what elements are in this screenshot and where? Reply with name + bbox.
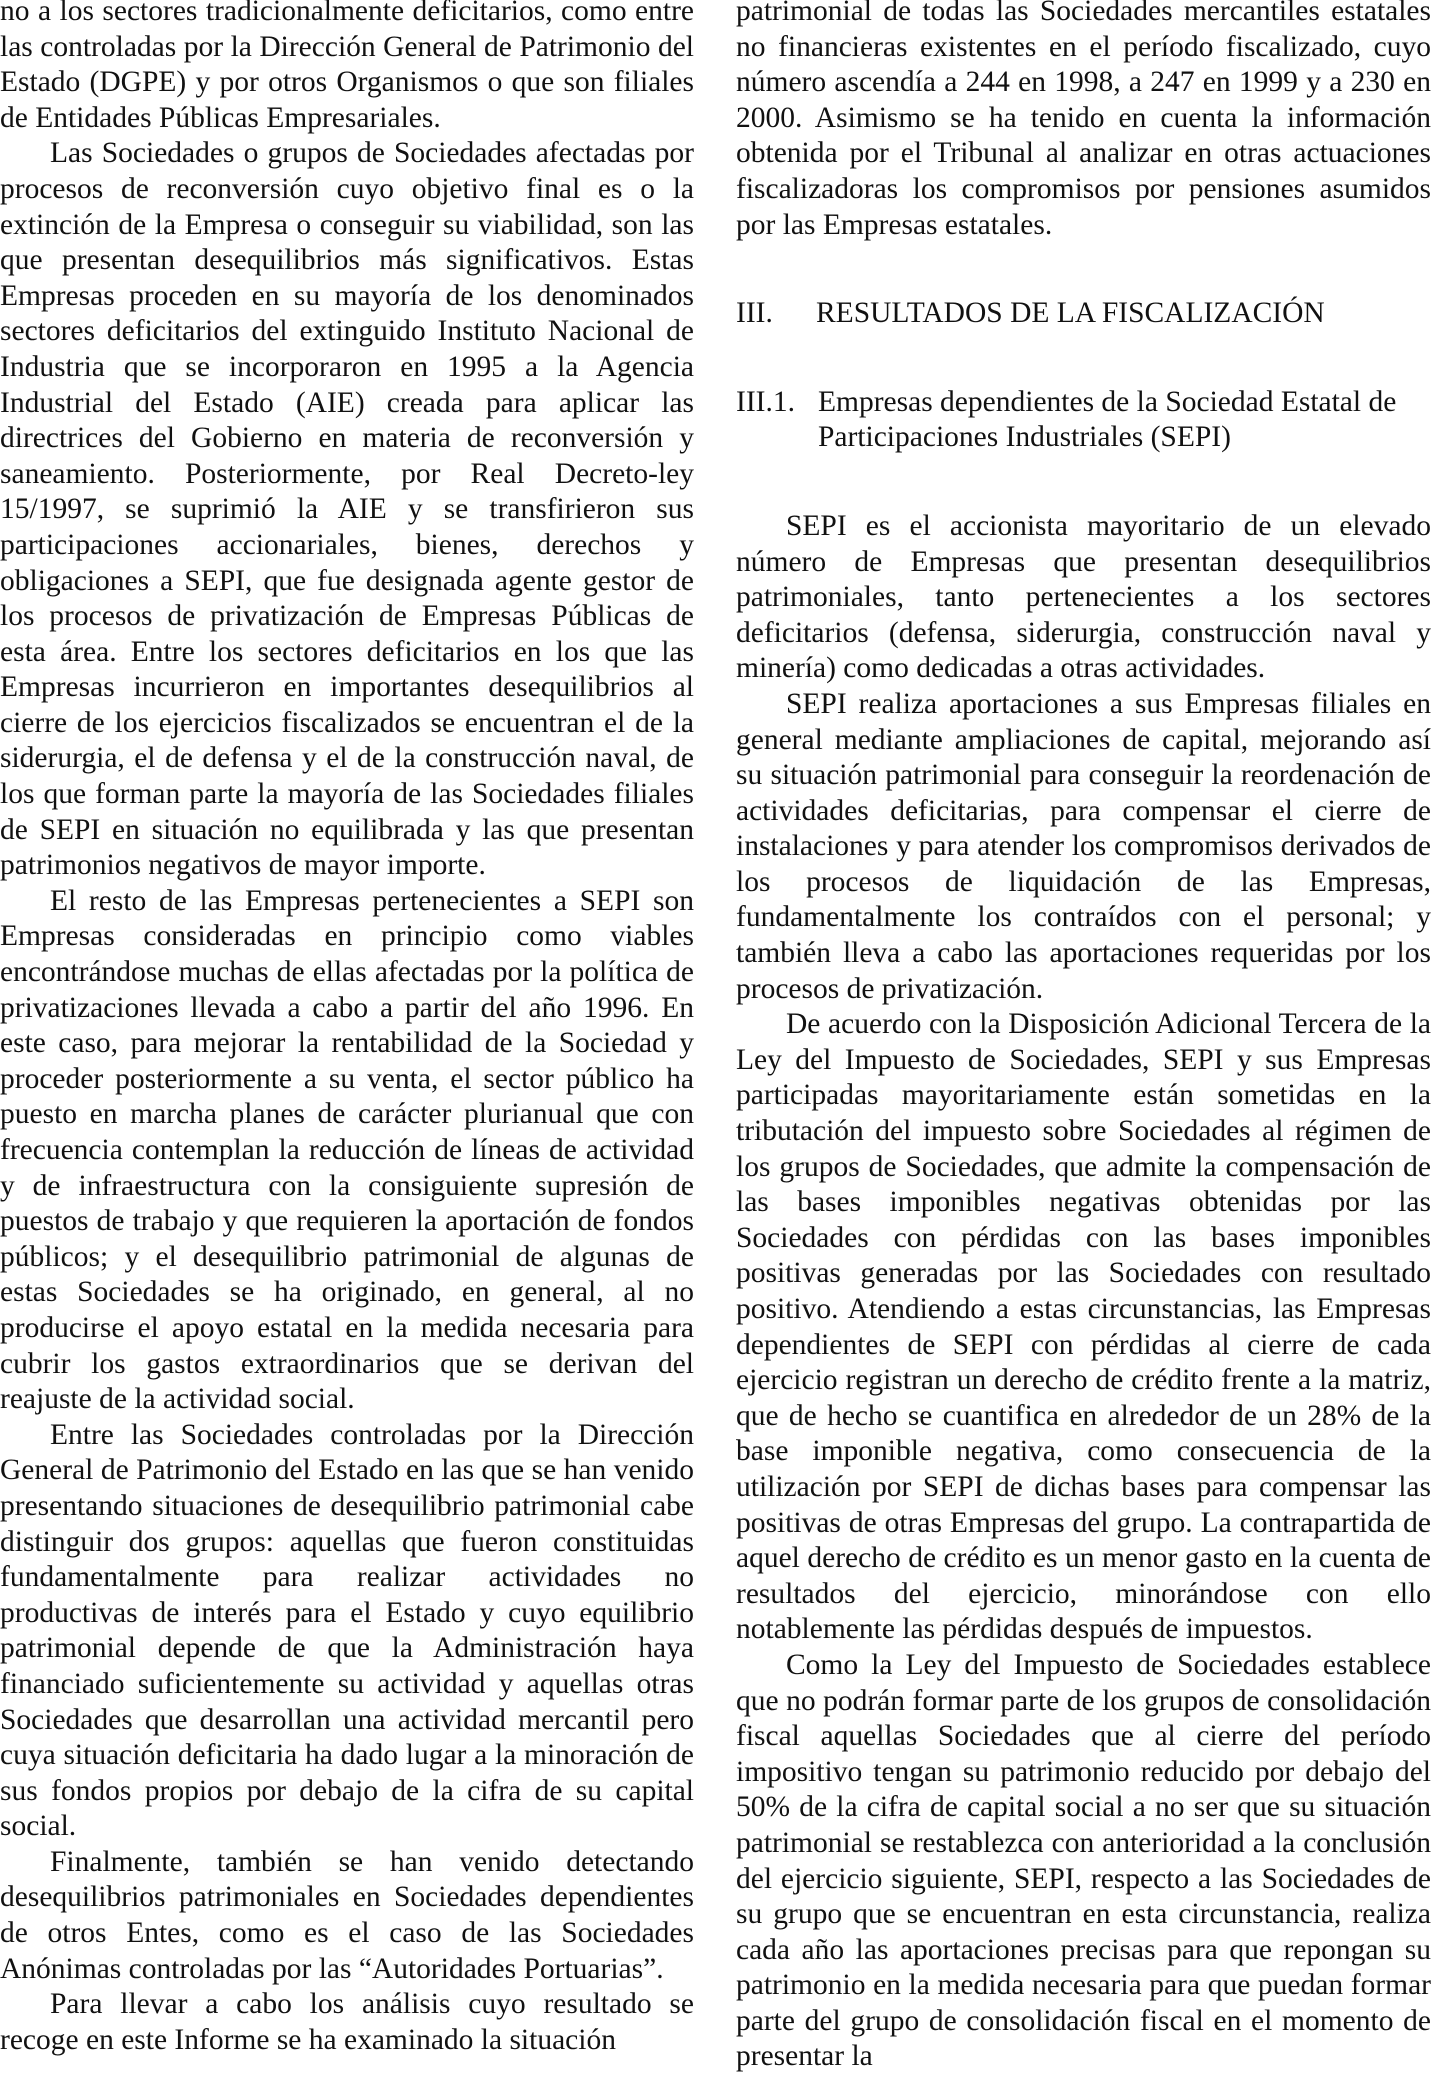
- spacer: [736, 332, 1431, 385]
- spacer: [736, 243, 1431, 296]
- paragraph: SEPI realiza aportaciones a sus Empresas filiales en general mediante ampliaciones de capital, mejorando así su situación patrimonial para conseguir la reordenación de actividades deficitarias, para compensar el cierre de instalaciones y para atender los compromisos derivados de los procesos de liquidación de las Empresas, fundamentalmente los contraídos con el personal; y también lleva a cabo las aportaciones requeridas por los procesos de privatización.: [736, 687, 1431, 1005]
- subsection-number: III.1.: [736, 385, 795, 418]
- paragraph: Finalmente, también se han venido detectando desequilibrios patrimoniales en Sociedades dependientes de otros Entes, como es el caso de las Sociedades Anónimas controladas por las “Autoridades Portuarias”.: [0, 1845, 694, 1985]
- section-number: III.: [736, 297, 773, 330]
- paragraph: SEPI es el accionista mayoritario de un elevado número de Empresas que presentan desequilibrios patrimoniales, tanto pertenecientes a los sectores deficitarios (defensa, siderurgia, construcción naval y minería) como dedicadas a otras actividades.: [736, 509, 1431, 685]
- subsection-heading: [736, 385, 1431, 456]
- paragraph: no a los sectores tradicionalmente deficitarios, como entre las controladas por la Dirección General de Patrimonio del Estado (DGPE) y por otros Organismos o que son filiales de Entidades Públicas Empresariales.: [0, 0, 694, 134]
- paragraph: Las Sociedades o grupos de Sociedades afectadas por procesos de reconversión cuyo objetivo final es o la extinción de la Empresa o conseguir su viabilidad, son las que presentan desequilibrios más significativos. Estas Empresas proceden en su mayoría de los denominados sectores deficitarios del extinguido Instituto Nacional de Industria que se incorporaron en 1995 a la Agencia Industrial del Estado (AIE) creada para aplicar las directrices del Gobierno en materia de reconversión y saneamiento. Posteriormente, por Real Decreto-ley 15/1997, se suprimió la AIE y se transfirieron sus participaciones accionariales, bienes, derechos y obligaciones a SEPI, que fue designada agente gestor de los procesos de privatización de Empresas Públicas de esta área. Entre los sectores deficitarios en los que las Empresas incurrieron en importantes desequilibrios al cierre de los ejercicios fiscalizados se encuentran el de la siderurgia, el de defensa y el de la construcción naval, de los que forman parte la mayoría de las Sociedades filiales de SEPI en situación no equilibrada y las que presentan patrimonios negativos de mayor importe.: [0, 137, 694, 882]
- paragraph: Entre las Sociedades controladas por la Dirección General de Patrimonio del Estado en las que se han venido presentando situaciones de desequilibrio patrimonial cabe distinguir dos grupos: aquellas que fueron constituidas fundamentalmente para realizar actividades no productivas de interés para el Estado y cuyo equilibrio patrimonial depende de que la Administración haya financiado suficientemente su actividad y aquellas otras Sociedades que desarrollan una actividad mercantil pero cuya situación deficitaria ha dado lugar a la minoración de sus fondos propios por debajo de la cifra de su capital social.: [0, 1418, 694, 1843]
- section-heading: [736, 296, 1431, 332]
- paragraph: patrimonial de todas las Sociedades mercantiles estatales no financieras existentes en el período fiscalizado, cuyo número ascendía a 244 en 1998, a 247 en 1999 y a 230 en 2000. Asimismo se ha tenido en cuenta la información obtenida por el Tribunal al analizar en otras actuaciones fiscalizadoras los compromisos por pensiones asumidos por las Empresas estatales.: [736, 0, 1431, 241]
- spacer: [736, 456, 1431, 509]
- subsection-title: Empresas dependientes de la Sociedad Estatal de Participaciones Industriales (SEPI): [818, 385, 1397, 454]
- paragraph: Para llevar a cabo los análisis cuyo resultado se recoge en este Informe se ha examinado la situación: [0, 1988, 694, 2056]
- paragraph: De acuerdo con la Disposición Adicional Tercera de la Ley del Impuesto de Sociedades, SEPI y sus Empresas participadas mayoritariamente están sometidas en la tributación del impuesto sobre Sociedades al régimen de los grupos de Sociedades, que admite la compensación de las bases imponibles negativas obtenidas por las Sociedades con pérdidas con las bases imponibles positivas generadas por las Sociedades con resultado positivo. Atendiendo a estas circunstancias, las Empresas dependientes de SEPI con pérdidas al cierre de cada ejercicio registran un derecho de crédito frente a la matriz, que de hecho se cuantifica en alrededor de un 28% de la base imponible negativa, como consecuencia de la utilización por SEPI de dichas bases para compensar las positivas de otras Empresas del grupo. La contrapartida de aquel derecho de crédito es un menor gasto en la cuenta de resultados del ejercicio, minorándose con ello notablemente las pérdidas después de impuestos.: [736, 1008, 1431, 1646]
- paragraph: El resto de las Empresas pertenecientes a SEPI son Empresas consideradas en principio como viables encontrándose muchas de ellas afectadas por la política de privatizaciones llevada a cabo a partir del año 1996. En este caso, para mejorar la rentabilidad de la Sociedad y proceder posteriormente a su venta, el sector público ha puesto en marcha planes de carácter plurianual que con frecuencia contemplan la reducción de líneas de actividad y de infraestructura con la consiguiente supresión de puestos de trabajo y que requieren la aportación de fondos públicos; y el desequilibrio patrimonial de algunas de estas Sociedades se ha originado, en general, al no producirse el apoyo estatal en la medida necesaria para cubrir los gastos extraordinarios que se derivan del reajuste de la actividad social.: [0, 884, 694, 1416]
- left-column: [0, 0, 694, 2058]
- right-column: [736, 0, 1431, 2075]
- section-title: RESULTADOS DE LA FISCALIZACIÓN: [816, 297, 1325, 330]
- paragraph: Como la Ley del Impuesto de Sociedades establece que no podrán formar parte de los grupos de consolidación fiscal aquellas Sociedades que al cierre del período impositivo tengan su patrimonio reducido por debajo del 50% de la cifra de capital social a no ser que su situación patrimonial se restablezca con anterioridad a la conclusión del ejercicio siguiente, SEPI, respecto a las Sociedades de su grupo que se encuentran en esta circunstancia, realiza cada año las aportaciones precisas para que repongan su patrimonio en la medida necesaria para que puedan formar parte del grupo de consolidación fiscal en el momento de presentar la: [736, 1648, 1431, 2073]
